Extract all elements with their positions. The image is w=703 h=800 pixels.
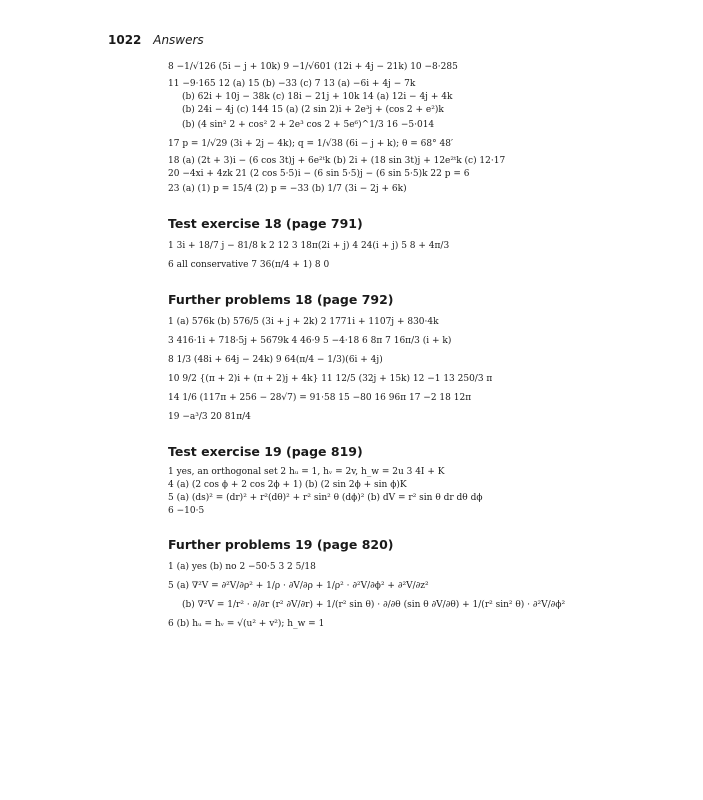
section-heading: Test exercise 18 (page 791)	[168, 216, 363, 231]
section-further-problems-19	[168, 537, 588, 631]
section-answers-continued	[168, 60, 588, 196]
answer-line: 18 (a) (2t + 3)i − (6 cos 3t)j + 6e²ᵗk (b) 2i + (18 sin 3t)j + 12e²ᵗk (c) 12·17	[168, 156, 506, 166]
answers-content	[168, 60, 588, 636]
answer-line: 10 9/2 {(π + 2)i + (π + 2)j + 4k} 11 12/5 (32j + 15k) 12 −1 13 250/3 π	[168, 374, 493, 384]
section-test-exercise-19	[168, 444, 588, 517]
answer-line: 14 1/6 (117π + 256 − 28√7) = 91·58 15 −80 16 96π 17 −2 18 12π	[168, 393, 472, 403]
answer-line: (b) ∇²V = 1/r² · ∂/∂r (r² ∂V/∂r) + 1/(r² sin θ) · ∂/∂θ (sin θ ∂V/∂θ) + 1/(r² sin² θ) · ∂²V/∂ϕ²	[182, 600, 566, 610]
answer-line: 20 −4xi + 4zk 21 (2 cos 5·5)i − (6 sin 5·5)j − (6 sin 5·5)k 22 p = 6	[168, 169, 470, 179]
answer-line: 6 all conservative 7 36(π/4 + 1) 8 0	[168, 260, 330, 270]
section-heading: Test exercise 19 (page 819)	[168, 444, 363, 459]
answer-line: 8 1/3 (48i + 64j − 24k) 9 64(π/4 − 1/3)(6i + 4j)	[168, 355, 383, 365]
page-number: 1022	[108, 33, 142, 47]
answer-line: 1 (a) 576k (b) 576/5 (3i + j + 2k) 2 1771i + 1107j + 830·4k	[168, 317, 439, 327]
answer-line: 1 (a) yes (b) no 2 −50·5 3 2 5/18	[168, 562, 316, 572]
answer-line: 1 3i + 18/7 j − 81/8 k 2 12 3 18π(2i + j) 4 24(i + j) 5 8 + 4π/3	[168, 241, 450, 251]
answer-line: 23 (a) (1) p = 15/4 (2) p = −33 (b) 1/7 (3i − 2j + 6k)	[168, 184, 407, 194]
section-heading: Further problems 19 (page 820)	[168, 537, 394, 552]
answer-line: 6 −10·5	[168, 506, 205, 516]
section-further-problems-18	[168, 292, 588, 424]
answer-line: 4 (a) (2 cos ϕ + 2 cos 2ϕ + 1) (b) (2 sin 2ϕ + sin ϕ)K	[168, 480, 407, 490]
answer-line: 8 −1/√126 (5i − j + 10k) 9 −1/√601 (12i + 4j − 21k) 10 −8·285	[168, 62, 458, 72]
answer-line: 19 −a³/3 20 81π/4	[168, 412, 251, 422]
page-title: Answers	[153, 33, 204, 47]
answer-line: 3 416·1i + 718·5j + 5679k 4 46·9 5 −4·18 6 8π 7 16π/3 (i + k)	[168, 336, 452, 346]
answer-line: (b) 24i − 4j (c) 144 15 (a) (2 sin 2)i + 2e³j + (cos 2 + e²)k	[182, 105, 444, 115]
page-header	[108, 33, 204, 47]
answer-line: (b) (4 sin² 2 + cos² 2 + 2e³ cos 2 + 5e⁶)^1/3 16 −5·014	[182, 120, 435, 130]
section-test-exercise-18	[168, 216, 588, 272]
answer-line: 6 (b) hᵤ = hᵥ = √(u² + v²); h_w = 1	[168, 619, 325, 629]
answer-line: 5 (a) ∇²V = ∂²V/∂ρ² + 1/ρ · ∂V/∂ρ + 1/ρ² · ∂²V/∂ϕ² + ∂²V/∂z²	[168, 581, 429, 591]
answer-line: 1 yes, an orthogonal set 2 hᵤ = 1, hᵥ = 2v, h_w = 2u 3 4I + K	[168, 467, 445, 477]
answer-line: (b) 62i + 10j − 38k (c) 18i − 21j + 10k 14 (a) 12i − 4j + 4k	[182, 92, 453, 102]
answer-line: 5 (a) (ds)² = (dr)² + r²(dθ)² + r² sin² θ (dϕ)² (b) dV = r² sin θ dr dθ dϕ	[168, 493, 483, 503]
answer-line: 17 p = 1/√29 (3i + 2j − 4k); q = 1/√38 (6i − j + k); θ = 68° 48′	[168, 139, 453, 149]
answer-line: 11 −9·165 12 (a) 15 (b) −33 (c) 7 13 (a) −6i + 4j − 7k	[168, 79, 416, 89]
section-heading: Further problems 18 (page 792)	[168, 292, 394, 307]
